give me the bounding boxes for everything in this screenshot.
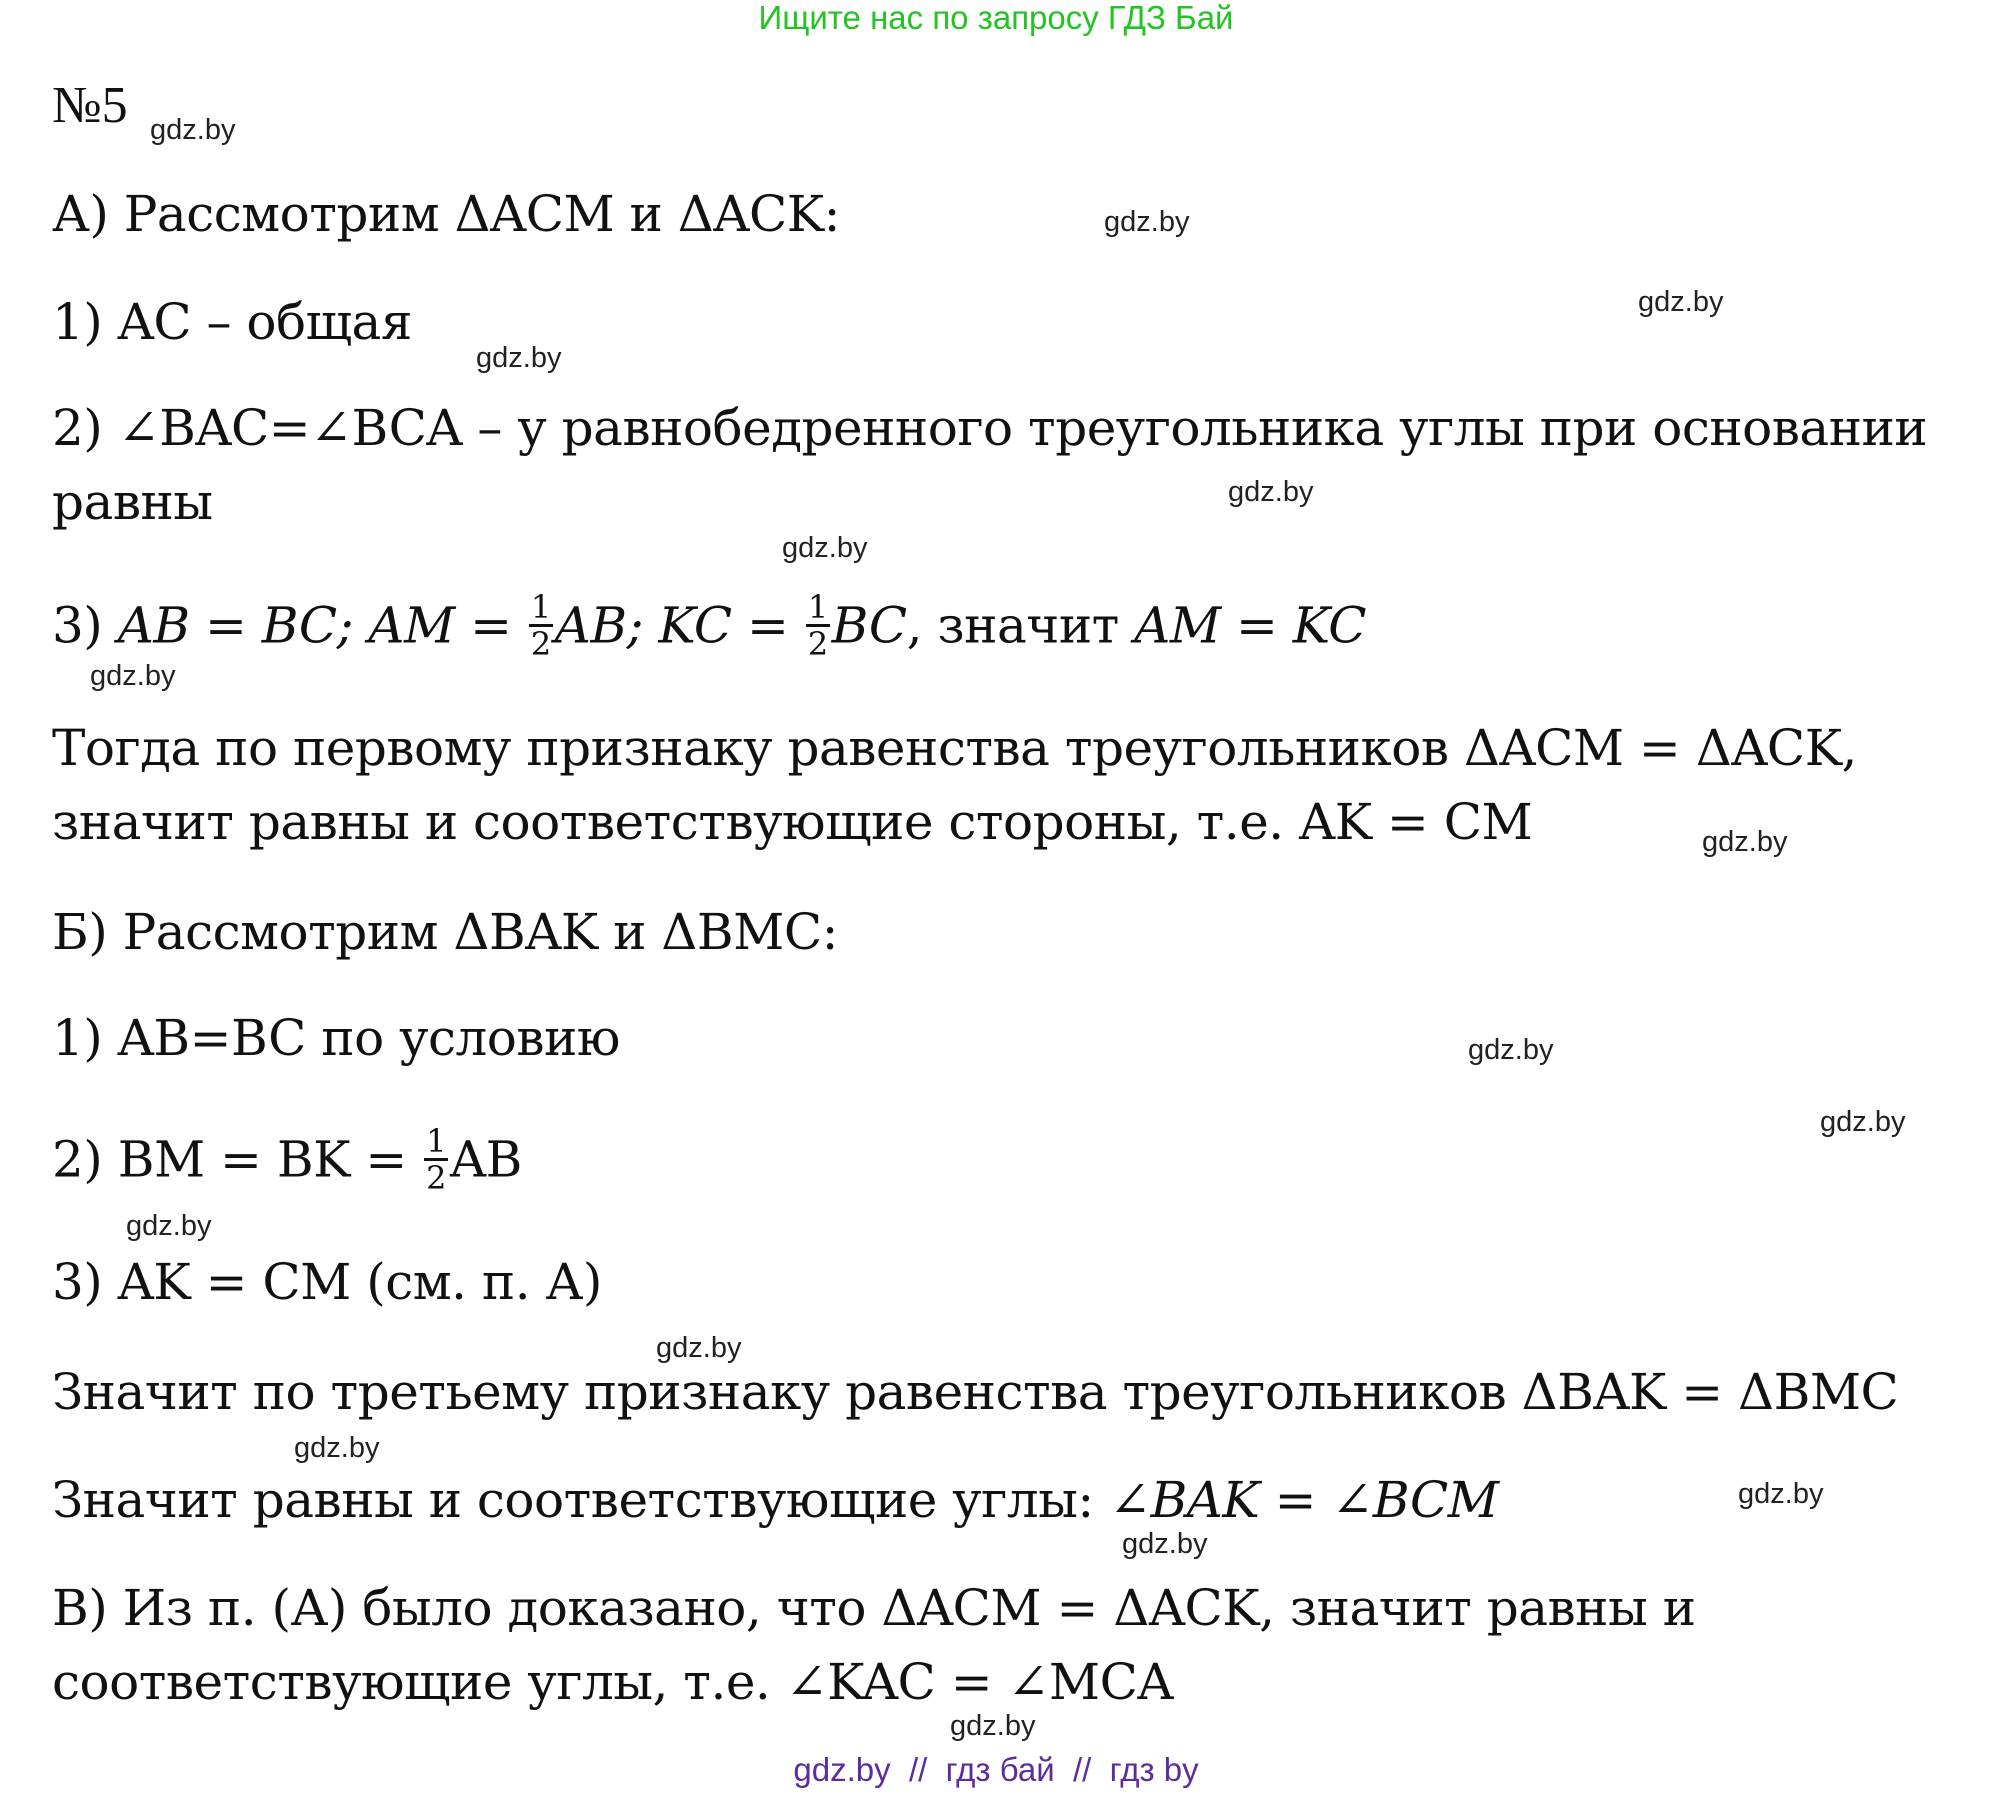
fraction-numerator: 1: [530, 588, 551, 626]
math-expression: AM = KC: [1134, 596, 1367, 655]
watermark: gdz.by: [950, 1710, 1036, 1742]
watermark: gdz.by: [476, 342, 562, 374]
math-expression: AB; KC =: [554, 596, 804, 655]
math-expression: BC: [831, 596, 907, 655]
fraction-denominator: 2: [426, 1159, 446, 1197]
fraction-one-half: [529, 590, 553, 661]
watermark: gdz.by: [1702, 826, 1788, 858]
section-a-step-1: 1) AC – общая: [52, 293, 412, 351]
fraction-one-half: [806, 590, 830, 661]
fraction-denominator: 2: [807, 625, 828, 663]
section-a-heading: А) Рассмотрим ΔACM и ΔACK:: [52, 185, 840, 243]
section-b-step-3: 3) AK = CM (см. п. А): [52, 1253, 602, 1311]
math-expression: AB: [449, 1130, 522, 1189]
fraction-denominator: 2: [530, 625, 551, 663]
math-expression: 2) BM = BK =: [52, 1130, 423, 1189]
fraction-numerator: 1: [426, 1122, 446, 1160]
section-b-conclusion-line-2: [52, 1470, 1498, 1530]
step-prefix: 3): [52, 596, 118, 655]
watermark: gdz.by: [656, 1332, 742, 1364]
watermark: gdz.by: [150, 114, 236, 146]
watermark: gdz.by: [1122, 1528, 1208, 1560]
watermark: gdz.by: [782, 532, 868, 564]
section-b-heading: Б) Рассмотрим ΔBAK и ΔBMC:: [52, 903, 838, 961]
watermark: gdz.by: [1104, 206, 1190, 238]
watermark: gdz.by: [126, 1210, 212, 1242]
math-expression: AB = BC; AM =: [117, 596, 527, 655]
watermark: gdz.by: [294, 1432, 380, 1464]
section-a-step-3: [52, 588, 1367, 665]
section-a-conclusion-line-2: значит равны и соответствующие стороны, т.е. AK = CM: [52, 793, 1533, 851]
conclusion-text: Значит равны и соответствующие углы:: [52, 1471, 1110, 1529]
watermark: gdz.by: [1228, 476, 1314, 508]
section-a-step-2-line-1: 2) ∠BAC=∠BCA – у равнобедренного треугольника углы при основании: [52, 399, 1928, 457]
section-c-line-1: В) Из п. (А) было доказано, что ΔACM = ΔACK, значит равны и: [52, 1579, 1696, 1637]
section-b-step-1: 1) AB=BC по условию: [52, 1009, 620, 1067]
connector-text: , значит: [906, 596, 1135, 655]
section-a-conclusion-line-1: Тогда по первому признаку равенства треугольников ΔACM = ΔACK,: [52, 719, 1857, 777]
watermark: gdz.by: [1468, 1034, 1554, 1066]
fraction-numerator: 1: [807, 588, 828, 626]
watermark: gdz.by: [90, 660, 176, 692]
section-a-step-2-line-2: равны: [52, 473, 213, 531]
section-b-conclusion-line-1: Значит по третьему признаку равенства треугольников ΔBAK = ΔBMC: [52, 1363, 1899, 1421]
footer-links: gdz.by // гдз бай // гдз by: [793, 1751, 1199, 1788]
section-b-step-2: [52, 1122, 522, 1199]
watermark: gdz.by: [1820, 1106, 1906, 1138]
section-c-line-2: соответствующие углы, т.е. ∠KAC = ∠MCA: [52, 1653, 1173, 1711]
watermark: gdz.by: [1638, 286, 1724, 318]
problem-number: №5: [52, 77, 128, 134]
promo-banner: Ищите нас по запросу ГДЗ Бай: [758, 0, 1234, 36]
math-expression: ∠BAK = ∠BCM: [1109, 1471, 1499, 1529]
fraction-one-half: [424, 1124, 448, 1195]
watermark: gdz.by: [1738, 1478, 1824, 1510]
